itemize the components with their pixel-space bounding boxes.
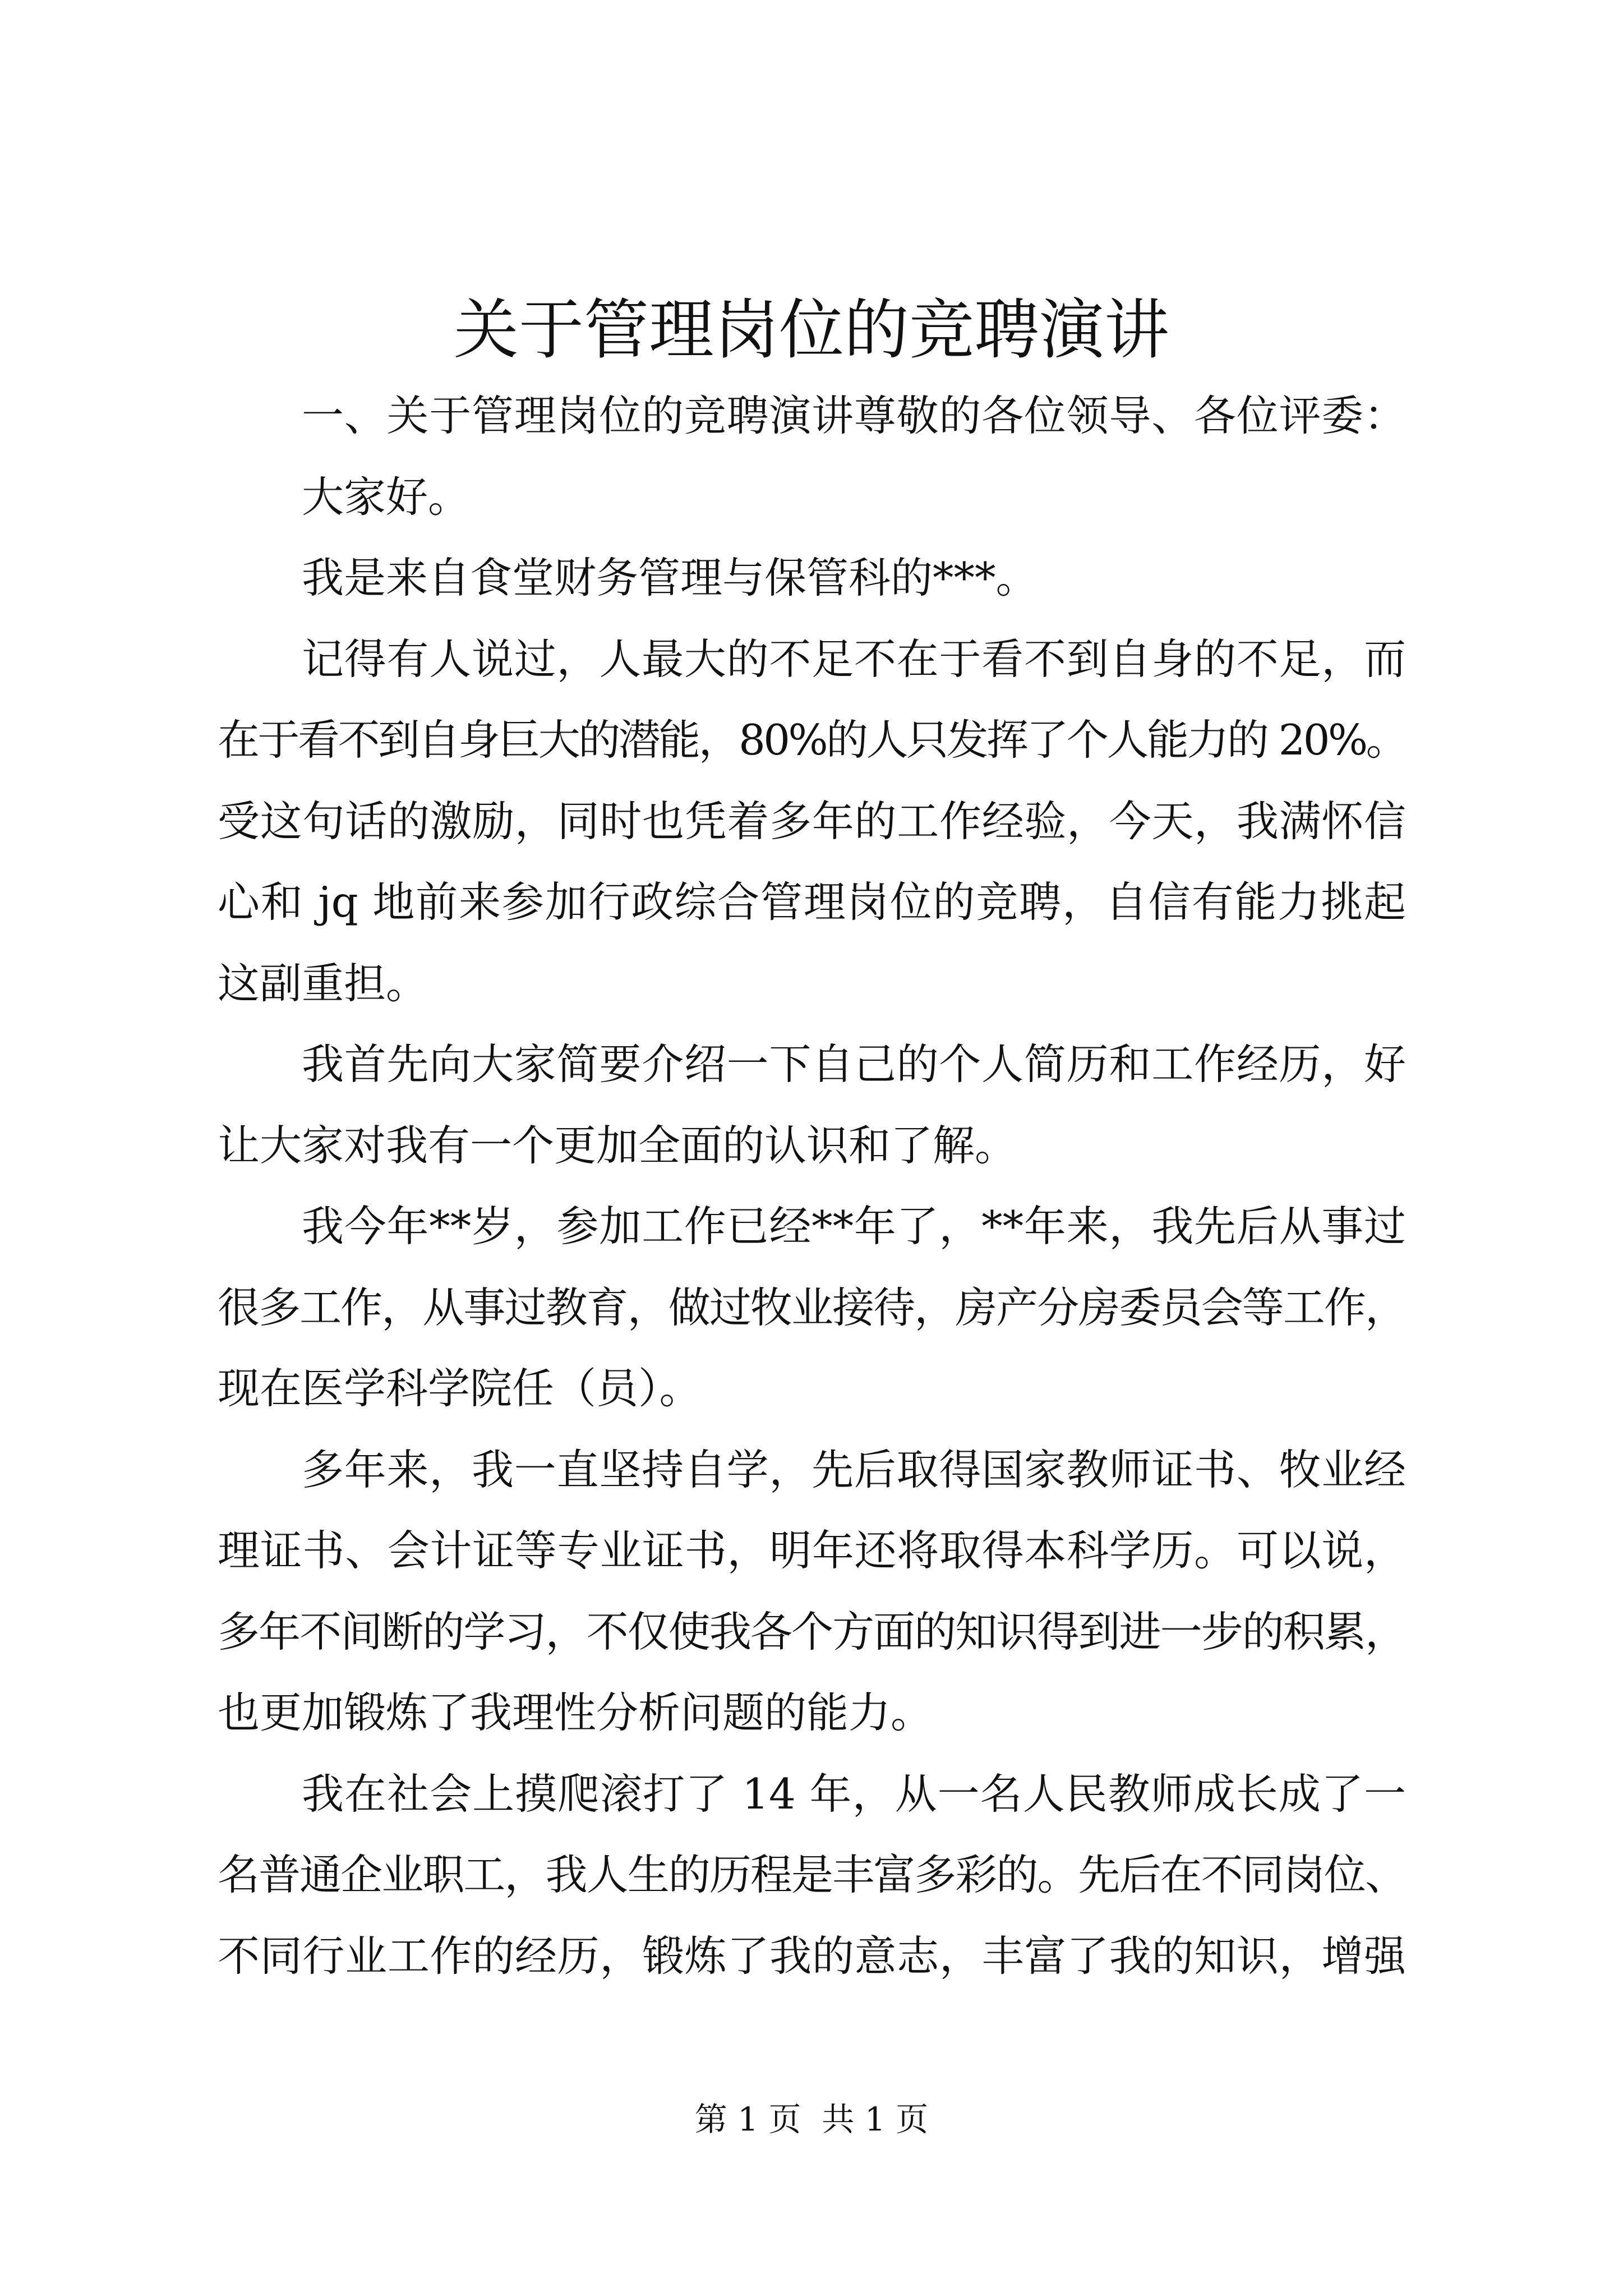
paragraph <box>218 619 1406 1024</box>
body-line: 我在社会上摸爬滚打了 14 年，从一名人民教师成长成了一 <box>302 1769 1406 1819</box>
body-line: 多年来，我一直坚持自学，先后取得国家教师证书、牧业经 <box>302 1444 1406 1494</box>
body-line: 记得有人说过，人最大的不足不在于看不到自身的不足，而 <box>302 634 1406 684</box>
document-body <box>218 375 1406 1996</box>
document-title: 关于管理岗位的竞聘演讲 <box>454 292 1169 368</box>
body-line: 一、关于管理岗位的竞聘演讲尊敬的各位领导、各位评委： <box>302 391 1406 440</box>
page-footer: 第 1 页 共 1 页 <box>694 2100 929 2138</box>
body-line: 心和 jq 地前来参加行政综合管理岗位的竞聘，自信有能力挑起 <box>218 877 1406 927</box>
body-line: 现在医学科学院任（员）。 <box>218 1364 702 1413</box>
body-line: 很多工作，从事过教育，做过牧业接待，房产分房委员会等工作， <box>218 1282 1406 1332</box>
paragraph <box>218 1429 1406 1754</box>
body-line: 让大家对我有一个更加全面的认识和了解。 <box>218 1120 1017 1170</box>
body-line: 受这句话的激励，同时也凭着多年的工作经验，今天，我满怀信 <box>218 796 1406 846</box>
body-line: 不同行业工作的经历，锻炼了我的意志，丰富了我的知识，增强 <box>218 1931 1406 1981</box>
paragraph <box>218 457 1406 538</box>
body-line: 名普通企业职工，我人生的历程是丰富多彩的。先后在不同岗位、 <box>218 1850 1406 1899</box>
paragraph <box>218 537 1406 619</box>
body-line: 这副重担。 <box>218 958 428 1008</box>
body-line: 也更加锻炼了我理性分析问题的能力。 <box>218 1688 933 1737</box>
paragraph <box>218 1186 1406 1429</box>
body-line: 理证书、会计证等专业证书，明年还将取得本科学历。可以说， <box>218 1526 1406 1575</box>
body-line: 我首先向大家简要介绍一下自己的个人简历和工作经历，好 <box>302 1039 1406 1089</box>
paragraph <box>218 375 1406 457</box>
body-line: 在于看不到自身巨大的潜能，80%的人只发挥了个人能力的 20%。 <box>218 715 1406 765</box>
body-line: 多年不间断的学习，不仅使我各个方面的知识得到进一步的积累， <box>218 1607 1406 1657</box>
paragraph <box>218 1754 1406 1997</box>
body-line: 我今年**岁，参加工作已经**年了，**年来，我先后从事过 <box>302 1202 1406 1251</box>
body-line: 我是来自食堂财务管理与保管科的***。 <box>302 553 1038 602</box>
body-line: 大家好。 <box>302 472 471 522</box>
paragraph <box>218 1024 1406 1186</box>
